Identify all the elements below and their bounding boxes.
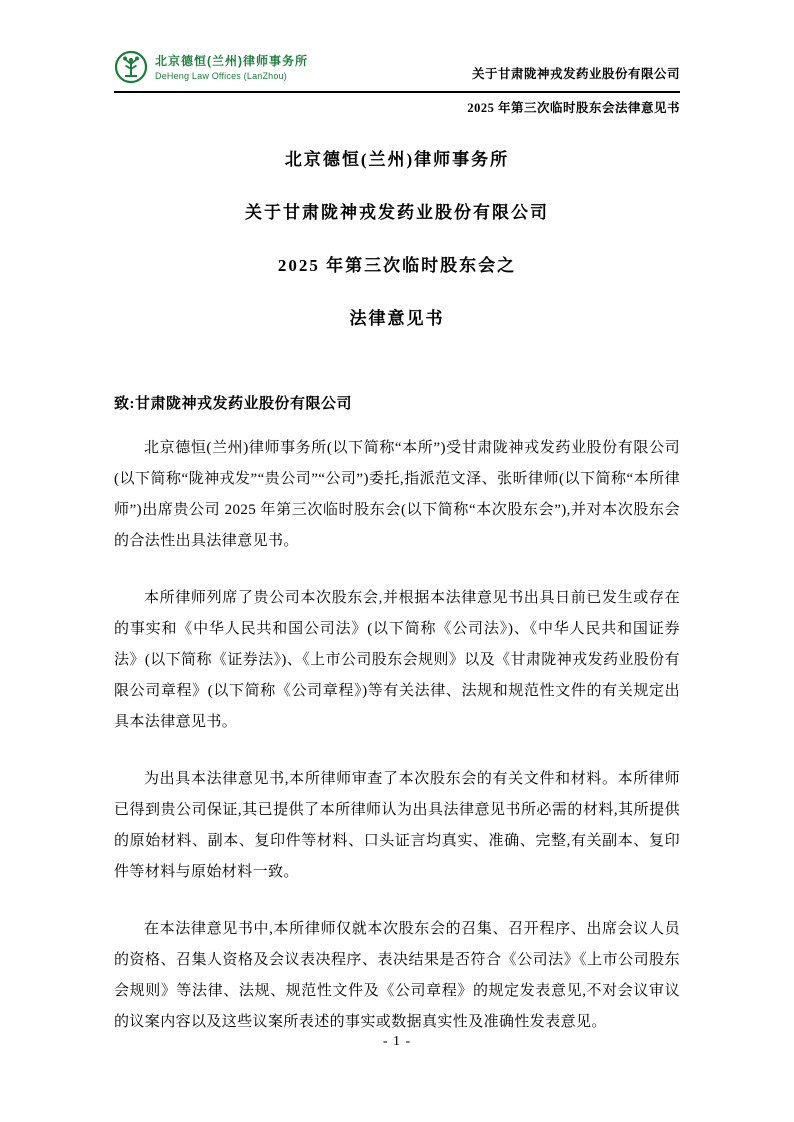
salutation-line: 致:甘肃陇神戎发药业股份有限公司 — [114, 396, 352, 412]
title-line-1: 北京德恒(兰州)律师事务所 — [284, 150, 510, 169]
document-body — [114, 389, 680, 1038]
body-paragraph-2: 本所律师列席了贵公司本次股东会,并根据本法律意见书出具日前已发生或存在的事实和《中华人民共和国公司法》(以下简称《公司法》)、《中华人民共和国证券法》(以下简称《证券法》)、《上市公司股东会规则》以及《甘肃陇神戎发药业股份有限公司章程》(以下简称《公司章程》)等有关法律、法规和规范性文件的有关规定出具本法律意见书。 — [114, 590, 680, 730]
title-line-3: 2025 年第三次临时股东会之 — [277, 256, 517, 275]
header-doc-subject-line: 关于甘肃陇神戎发药业股份有限公司 — [471, 67, 680, 81]
firm-logo — [114, 50, 308, 84]
header-divider — [114, 91, 680, 93]
page-header — [114, 50, 680, 116]
page-footer — [0, 1034, 794, 1050]
body-paragraph-1: 北京德恒(兰州)律师事务所(以下简称“本所”)受甘肃陇神戎发药业股份有限公司(以下简称“陇神戎发”“贵公司”“公司”)委托,指派范文泽、张昕律师(以下简称“本所律师”)出席贵公司 2025 年第三次临时股东会(以下简称“本次股东会”),并对本次股东会的合法性出具法律意见书。 — [114, 440, 680, 549]
firm-logo-icon — [114, 50, 148, 84]
page-number: - 1 - — [382, 1034, 412, 1049]
document-title — [114, 148, 680, 331]
header-doc-title-line: 2025 年第三次临时股东会法律意见书 — [467, 101, 680, 115]
title-line-4: 法律意见书 — [349, 309, 445, 328]
body-paragraph-4: 在本法律意见书中,本所律师仅就本次股东会的召集、召开程序、出席会议人员的资格、召集人资格及会议表决程序、表决结果是否符合《公司法》《上市公司股东会规则》等法律、法规、规范性文件及《公司章程》的规定发表意见,不对会议审议的议案内容以及这些议案所表述的事实或数据真实性及准确性发表意见。 — [114, 921, 680, 1030]
firm-logo-text — [155, 54, 308, 81]
body-paragraph-3: 为出具本法律意见书,本所律师审查了本次股东会的有关文件和材料。本所律师已得到贵公司保证,其已提供了本所律师认为出具法律意见书所必需的材料,其所提供的原始材料、副本、复印件等材料、口头证言均真实、准确、完整,有关副本、复印件等材料与原始材料一致。 — [114, 771, 680, 880]
firm-name-en: DeHeng Law Offices (LanZhou) — [155, 70, 287, 81]
firm-name-cn: 北京德恒(兰州)律师事务所 — [155, 53, 308, 68]
title-line-2: 关于甘肃陇神戎发药业股份有限公司 — [245, 203, 549, 222]
